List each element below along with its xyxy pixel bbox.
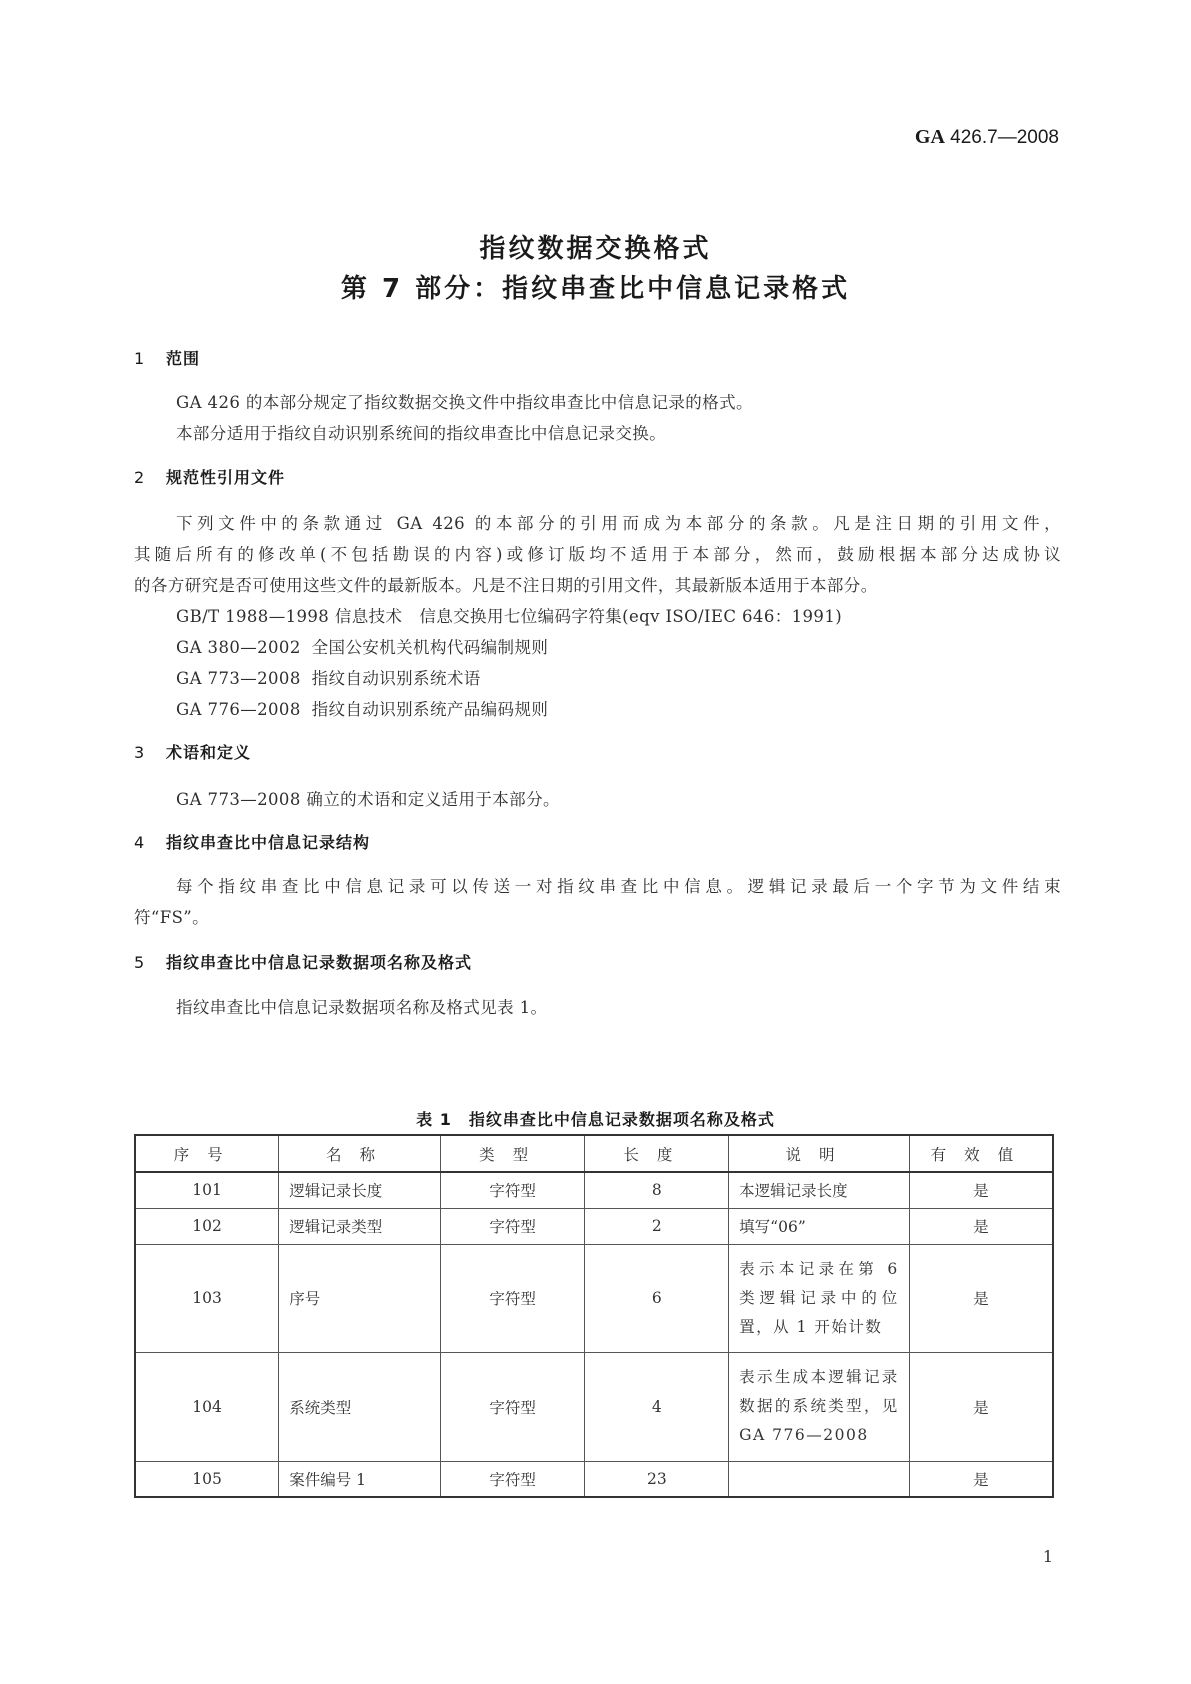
reference-title: 指纹自动识别系统术语	[311, 669, 481, 688]
cell-type: 字符型	[440, 1461, 585, 1497]
paragraph: 每个指纹串查比中信息记录可以传送一对指纹串查比中信息。逻辑记录最后一个字节为文件结束	[176, 877, 1061, 896]
table-caption: 表 1 指纹串查比中信息记录数据项名称及格式	[416, 1110, 775, 1129]
document-subtitle: 第 7 部分：指纹串查比中信息记录格式	[340, 274, 851, 304]
reference-item	[176, 634, 548, 658]
section-number: 2	[134, 468, 146, 487]
cell-length: 6	[585, 1244, 729, 1352]
section-number: 1	[134, 349, 146, 368]
standard-code	[915, 126, 1059, 149]
standard-number: 426.7—2008	[950, 127, 1059, 148]
reference-code: GB/T 1988—1998	[176, 607, 330, 626]
paragraph: 符“FS”。	[134, 908, 210, 927]
paragraph: 指纹串查比中信息记录数据项名称及格式见表 1。	[176, 998, 548, 1017]
column-header-length: 长度	[585, 1135, 729, 1172]
cell-type: 字符型	[440, 1244, 585, 1352]
column-header-description: 说明	[729, 1135, 910, 1172]
column-header-seq: 序号	[135, 1135, 279, 1172]
cell-name: 案件编号 1	[279, 1461, 441, 1497]
section-title: 指纹串查比中信息记录结构	[166, 833, 371, 852]
standard-prefix: GA	[914, 126, 945, 148]
table-header-row	[135, 1135, 1053, 1172]
paragraph: GA 773—2008 确立的术语和定义适用于本部分。	[176, 790, 560, 809]
section-title: 指纹串查比中信息记录数据项名称及格式	[166, 953, 473, 972]
cell-valid: 是	[909, 1244, 1053, 1352]
cell-type: 字符型	[440, 1208, 585, 1244]
cell-name: 序号	[279, 1244, 441, 1352]
cell-description: 填写“06”	[729, 1208, 910, 1244]
section-3-heading	[134, 740, 251, 763]
cell-seq: 103	[135, 1244, 279, 1352]
cell-type: 字符型	[440, 1172, 585, 1208]
table-row	[135, 1244, 1053, 1352]
cell-type: 字符型	[440, 1352, 585, 1461]
reference-title: 指纹自动识别系统产品编码规则	[311, 700, 549, 719]
reference-item	[176, 603, 842, 627]
cell-seq: 101	[135, 1172, 279, 1208]
section-number: 5	[134, 953, 146, 972]
paragraph: 本部分适用于指纹自动识别系统间的指纹串查比中信息记录交换。	[176, 424, 667, 443]
cell-seq: 102	[135, 1208, 279, 1244]
cell-description: 表示本记录在第 6 类逻辑记录中的位置，从 1 开始计数	[729, 1244, 910, 1352]
cell-seq: 105	[135, 1461, 279, 1497]
column-header-valid: 有效值	[909, 1135, 1053, 1172]
table-row	[135, 1352, 1053, 1461]
reference-item	[176, 696, 548, 720]
cell-length: 8	[585, 1172, 729, 1208]
cell-valid: 是	[909, 1172, 1053, 1208]
paragraph: GA 426 的本部分规定了指纹数据交换文件中指纹串查比中信息记录的格式。	[176, 393, 753, 412]
section-5-heading	[134, 950, 472, 973]
table-row	[135, 1461, 1053, 1497]
reference-title: 信息技术 信息交换用七位编码字符集(eqv ISO/IEC 646：1991)	[334, 607, 843, 626]
section-title: 术语和定义	[166, 743, 252, 762]
column-header-type: 类型	[440, 1135, 585, 1172]
section-title: 范围	[166, 349, 201, 368]
reference-title: 全国公安机关机构代码编制规则	[311, 638, 549, 657]
cell-name: 逻辑记录长度	[279, 1172, 441, 1208]
section-4-heading	[134, 830, 370, 853]
cell-description: 本逻辑记录长度	[729, 1172, 910, 1208]
paragraph: 的各方研究是否可使用这些文件的最新版本。凡是不注日期的引用文件，其最新版本适用于本部分。	[134, 576, 878, 595]
cell-valid: 是	[909, 1352, 1053, 1461]
section-2-heading	[134, 465, 285, 488]
cell-description	[729, 1461, 910, 1497]
cell-length: 4	[585, 1352, 729, 1461]
cell-description: 表示生成本逻辑记录数据的系统类型，见 GA 776—2008	[729, 1352, 910, 1461]
cell-length: 2	[585, 1208, 729, 1244]
table-row	[135, 1172, 1053, 1208]
cell-name: 系统类型	[279, 1352, 441, 1461]
paragraph: 下列文件中的条款通过 GA 426 的本部分的引用而成为本部分的条款。凡是注日期的引用文件，	[176, 514, 1061, 533]
cell-length: 23	[585, 1461, 729, 1497]
cell-valid: 是	[909, 1208, 1053, 1244]
page-number: 1	[1042, 1547, 1053, 1566]
reference-item	[176, 665, 481, 689]
data-items-table	[134, 1134, 1054, 1498]
section-number: 4	[134, 833, 146, 852]
paragraph: 其随后所有的修改单(不包括勘误的内容)或修订版均不适用于本部分，然而，鼓励根据本部分达成协议	[134, 545, 1061, 564]
section-title: 规范性引用文件	[166, 468, 286, 487]
section-1-heading	[134, 346, 200, 369]
reference-code: GA 380—2002	[176, 638, 301, 657]
column-header-name: 名称	[279, 1135, 441, 1172]
reference-code: GA 773—2008	[176, 669, 301, 688]
cell-seq: 104	[135, 1352, 279, 1461]
section-number: 3	[134, 743, 146, 762]
cell-name: 逻辑记录类型	[279, 1208, 441, 1244]
reference-code: GA 776—2008	[176, 700, 301, 719]
table-row	[135, 1208, 1053, 1244]
cell-valid: 是	[909, 1461, 1053, 1497]
document-title: 指纹数据交换格式	[479, 234, 712, 264]
